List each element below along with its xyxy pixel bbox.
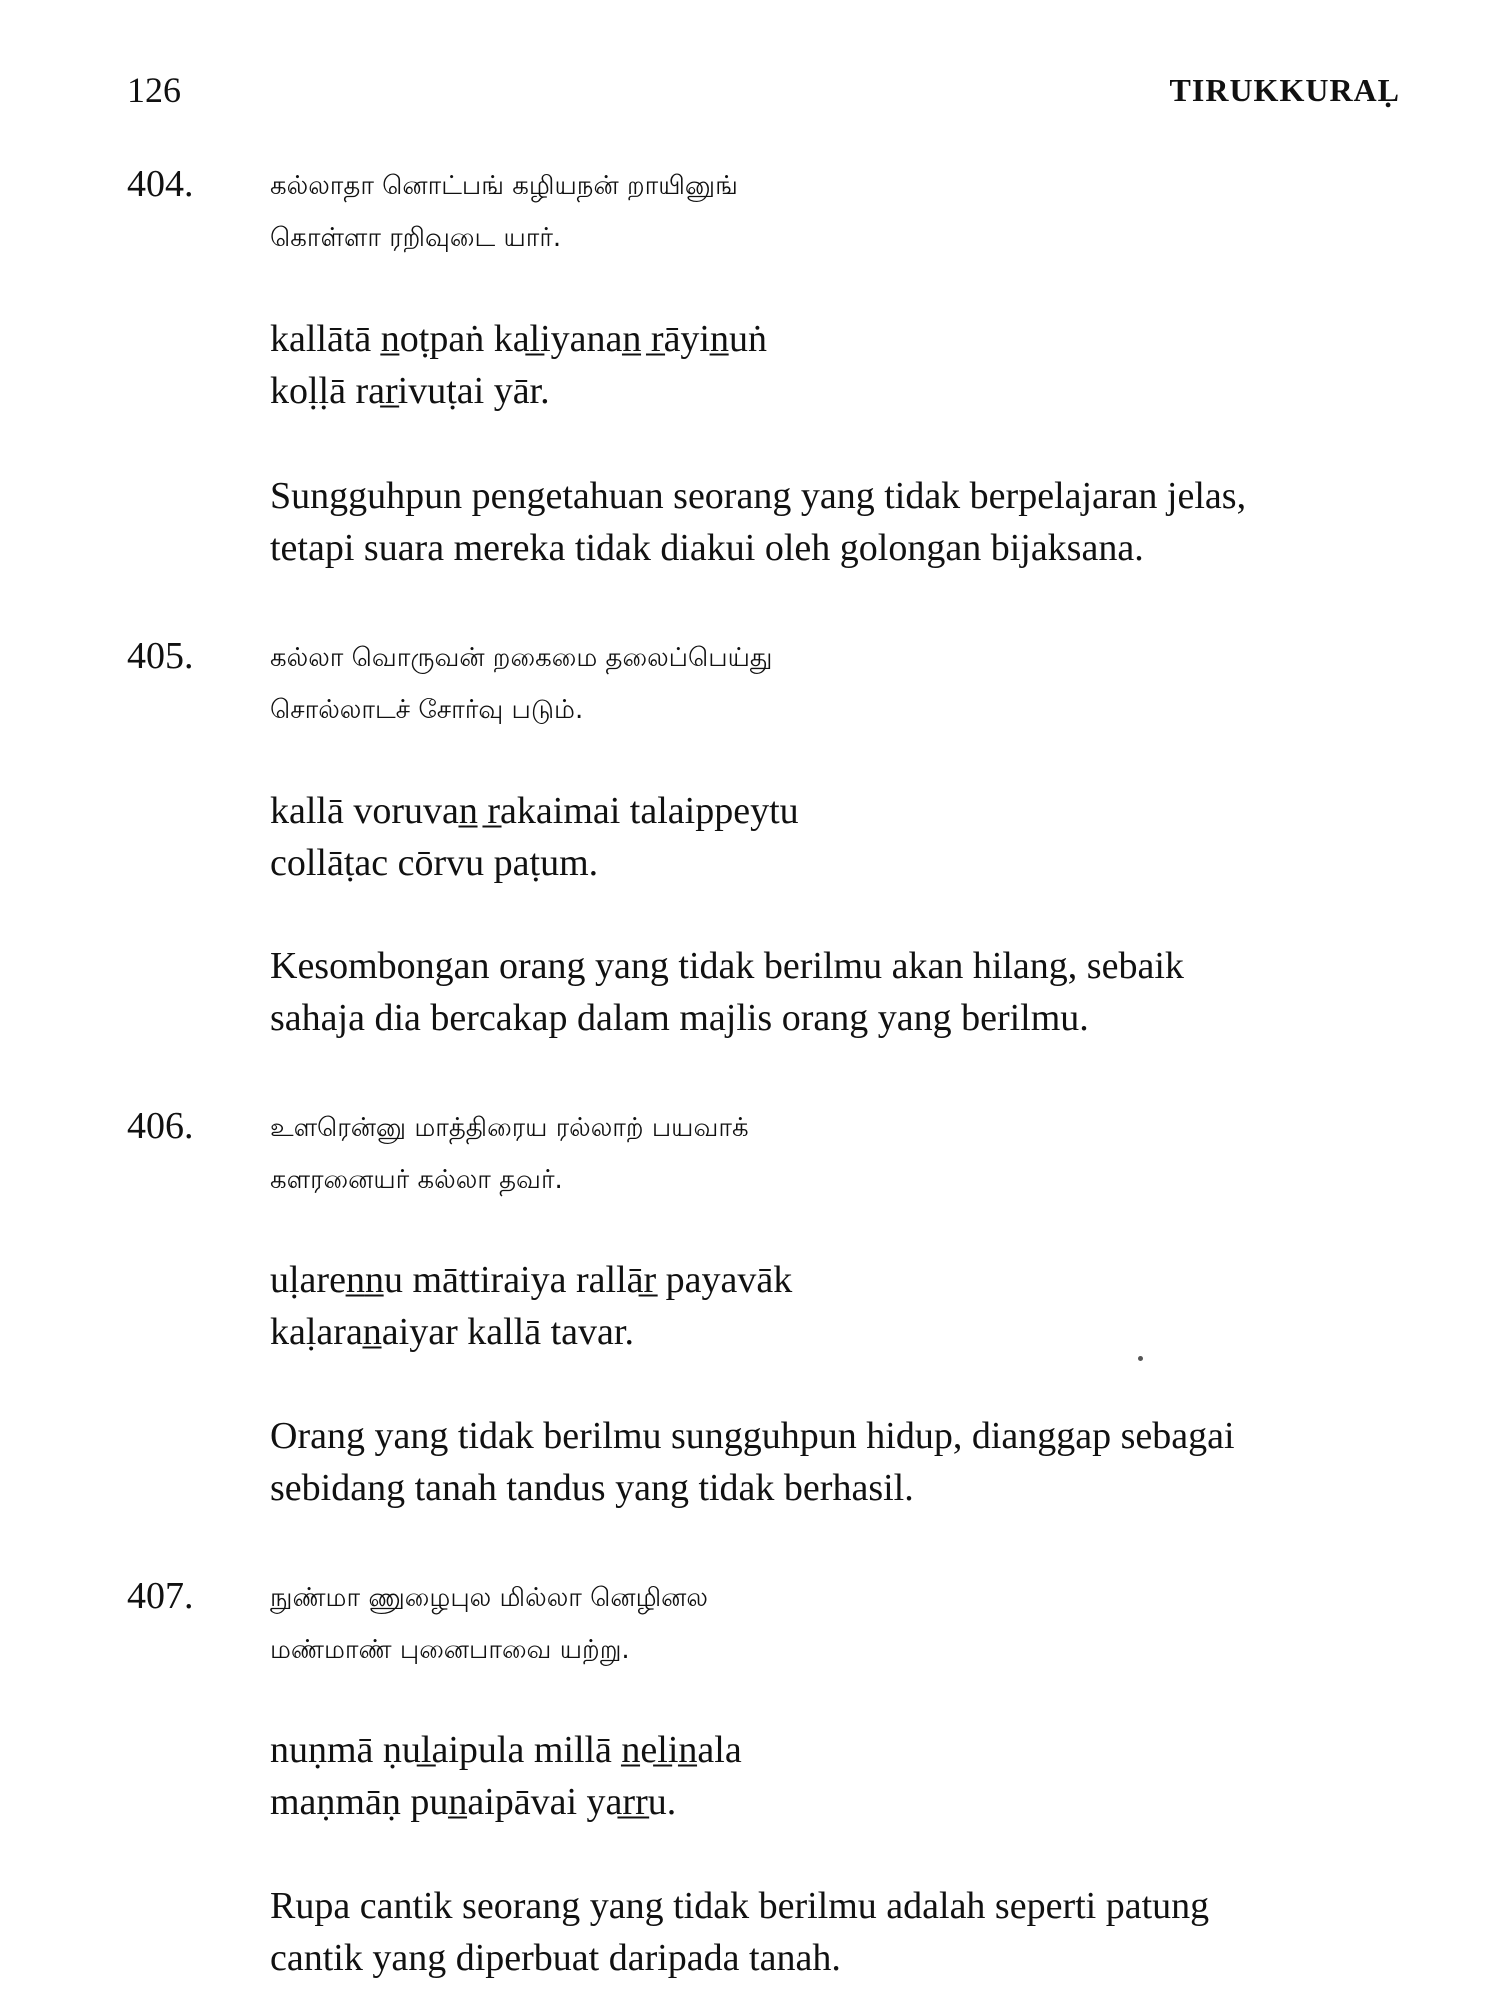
transliteration-line: kaḷaran̲aiyar kallā tavar. [270,1311,634,1353]
transliteration [270,1254,792,1358]
tamil-line: கொள்ளா ரறிவுடை யார். [270,223,562,253]
translation [270,940,1184,1044]
tamil-text [270,1102,749,1206]
verse-number: 407. [127,1575,194,1617]
page-number: 126 [127,70,181,110]
scan-speck [1138,1356,1143,1361]
transliteration-line: nuṇmā ṇul̲aipula millā n̲el̲in̲ala [270,1729,742,1771]
transliteration-line: collāṭac cōrvu paṭum. [270,842,599,884]
translation-line: Orang yang tidak berilmu sungguhpun hidup, dianggap sebagai [270,1415,1235,1457]
tamil-text [270,160,738,264]
book-title: TIRUKKURAḶ [1169,72,1400,108]
translation [270,1410,1235,1514]
translation-line: sahaja dia bercakap dalam majlis orang yang berilmu. [270,997,1089,1039]
tamil-text [270,1572,708,1676]
translation-line: tetapi suara mereka tidak diakui oleh golongan bijaksana. [270,527,1144,569]
transliteration-line: kallā voruvan̲ r̲akaimai talaippeytu [270,790,799,832]
verse-number: 406. [127,1105,194,1147]
verse-number: 404. [127,163,194,205]
transliteration-line: kallātā n̲oṭpaṅ kal̲iyanan̲ r̲āyin̲uṅ [270,318,767,360]
translation [270,1880,1209,1984]
tamil-line: சொல்லாடச் சோர்வு படும். [270,695,584,725]
translation-line: sebidang tanah tandus yang tidak berhasil. [270,1467,914,1509]
transliteration-line: uḷaren̲n̲u māttiraiya rallār̲ payavāk [270,1259,793,1301]
translation-line: Kesombongan orang yang tidak berilmu akan hilang, sebaik [270,945,1184,987]
translation-line: Rupa cantik seorang yang tidak berilmu adalah seperti patung [270,1885,1210,1927]
translation [270,470,1246,574]
transliteration [270,1724,742,1828]
transliteration [270,785,799,889]
transliteration [270,313,767,417]
tamil-line: கல்லாதா னொட்பங் கழியநன் றாயினுங் [270,171,738,201]
tamil-text [270,632,772,736]
transliteration-line: koḷḷā rar̲ivuṭai yār. [270,370,550,412]
translation-line: cantik yang diperbuat daripada tanah. [270,1937,841,1979]
tamil-line: களரனையர் கல்லா தவர். [270,1165,563,1195]
tamil-line: உளரென்னு மாத்திரைய ரல்லாற் பயவாக் [270,1113,749,1143]
verse-number: 405. [127,635,194,677]
transliteration-line: maṇmāṇ pun̲aipāvai yar̲r̲u. [270,1781,677,1823]
tamil-line: கல்லா வொருவன் றகைமை தலைப்பெய்து [270,643,773,673]
translation-line: Sungguhpun pengetahuan seorang yang tidak berpelajaran jelas, [270,475,1247,517]
tamil-line: நுண்மா ணுழைபுல மில்லா னெழினல [270,1583,708,1613]
tamil-line: மண்மாண் புனைபாவை யற்று. [270,1635,630,1665]
